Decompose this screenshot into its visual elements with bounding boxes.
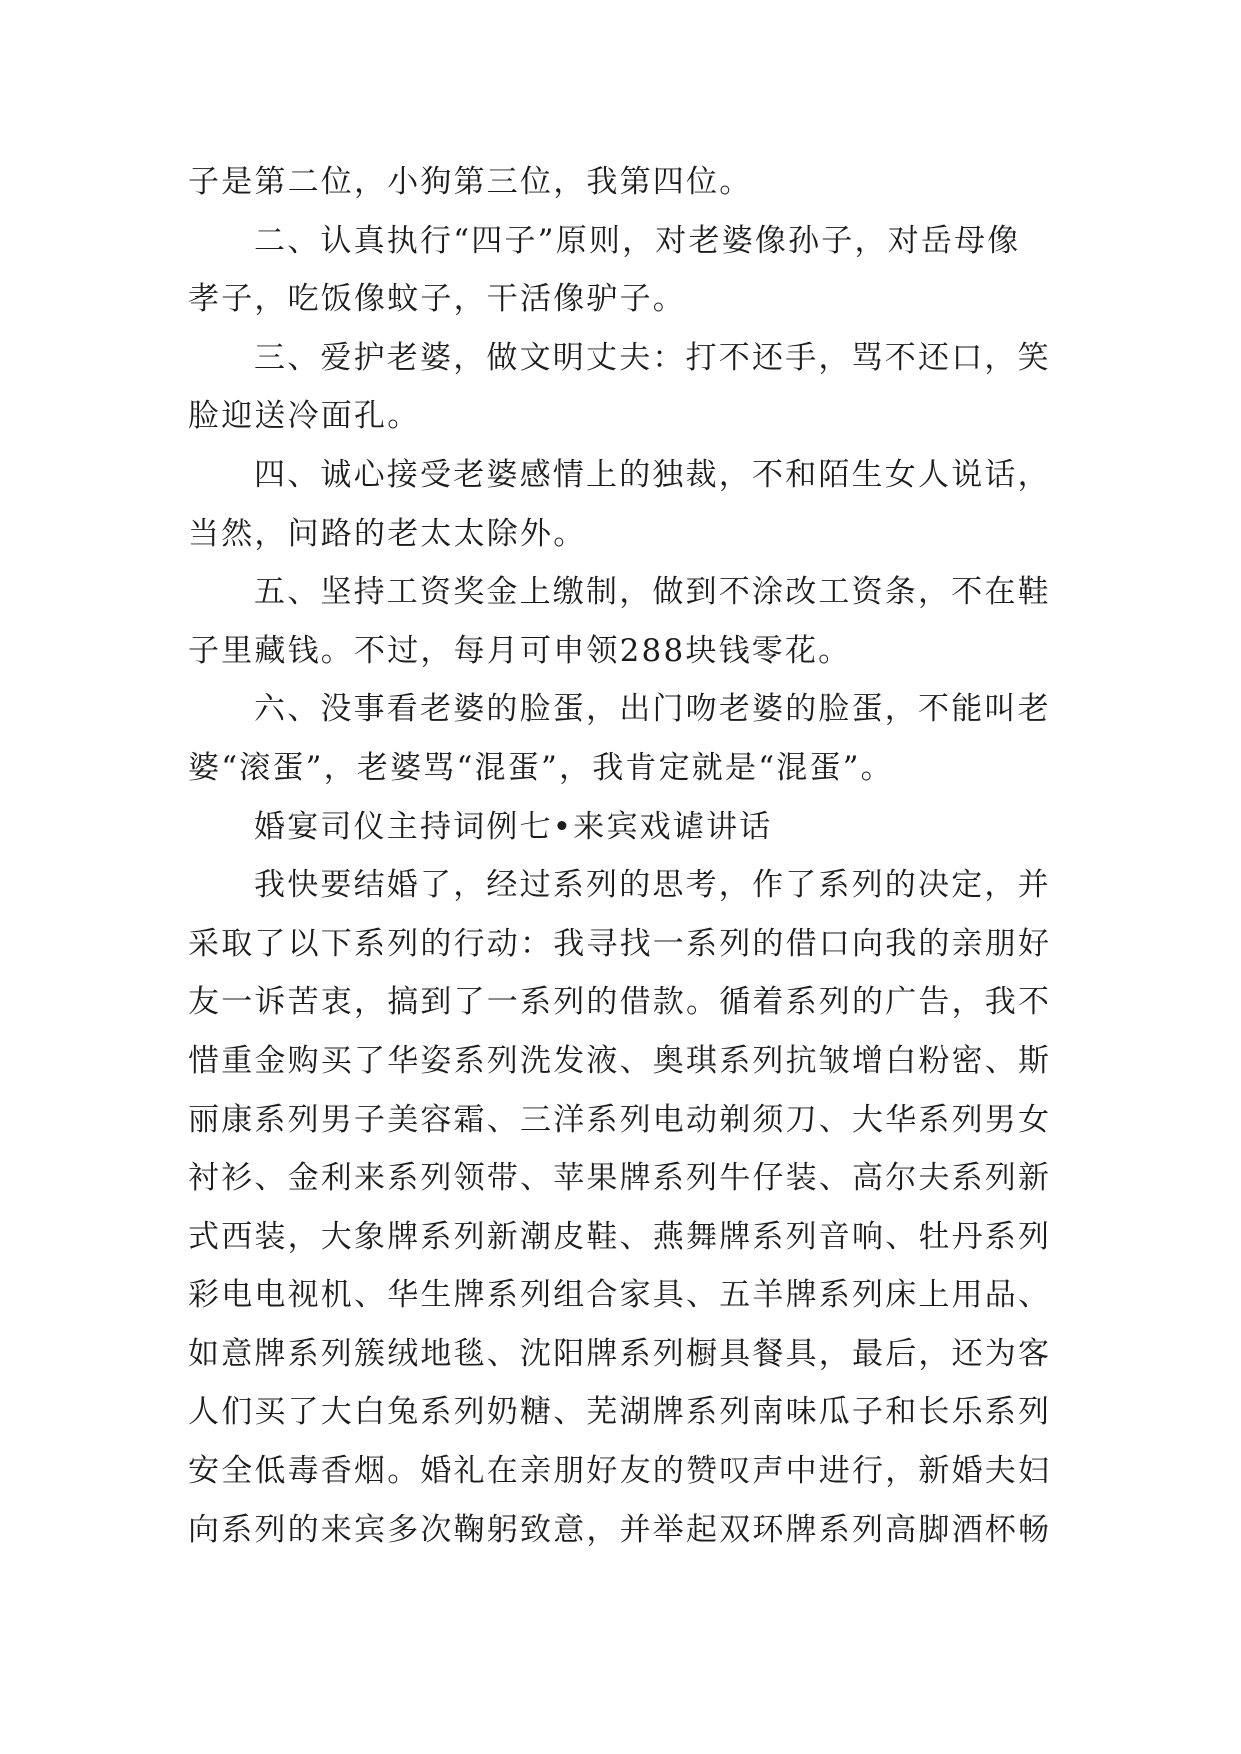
text-line: 当然，问路的老太太除外。 <box>188 515 587 552</box>
text-line: 脸迎送冷面孔。 <box>188 398 421 435</box>
text-line: 人们买了大白兔系列奶糖、芜湖牌系列南味瓜子和长乐系列 <box>188 1394 1052 1431</box>
text-line: 友一诉苦衷，搞到了一系列的借款。循着系列的广告，我不 <box>188 984 1052 1021</box>
text-line: 三、爱护老婆，做文明丈夫：打不还手，骂不还口，笑 <box>254 339 1051 376</box>
text-line: 如意牌系列簇绒地毯、沈阳牌系列橱具餐具，最后，还为客 <box>188 1335 1052 1372</box>
text-line: 安全低毒香烟。婚礼在亲朋好友的赞叹声中进行，新婚夫妇 <box>188 1453 1052 1490</box>
text-line: 衬衫、金利来系列领带、苹果牌系列牛仔装、高尔夫系列新 <box>188 1160 1052 1197</box>
text-line: 子里藏钱。不过，每月可申领288块钱零花。 <box>188 632 852 669</box>
text-line: 式西装，大象牌系列新潮皮鞋、燕舞牌系列音响、牡丹系列 <box>188 1218 1052 1255</box>
text-line: 孝子，吃饭像蚊子，干活像驴子。 <box>188 281 686 318</box>
text-line: 采取了以下系列的行动：我寻找一系列的借口向我的亲朋好 <box>188 925 1052 962</box>
text-line: 我快要结婚了，经过系列的思考，作了系列的决定，并 <box>254 867 1051 904</box>
text-line: 六、没事看老婆的脸蛋，出门吻老婆的脸蛋，不能叫老 <box>254 691 1051 728</box>
text-line: 丽康系列男子美容霜、三洋系列电动剃须刀、大华系列男女 <box>188 1101 1052 1138</box>
text-line: 婚宴司仪主持词例七•来宾戏谑讲话 <box>254 808 773 845</box>
text-line: 四、诚心接受老婆感情上的独裁，不和陌生女人说话， <box>254 456 1051 493</box>
text-line: 五、坚持工资奖金上缴制，做到不涂改工资条，不在鞋 <box>254 574 1051 611</box>
document-body <box>188 153 1058 1559</box>
text-line: 惜重金购买了华姿系列洗发液、奥琪系列抗皱增白粉密、斯 <box>188 1042 1052 1079</box>
text-line: 子是第二位，小狗第三位，我第四位。 <box>188 164 753 200</box>
text-line: 彩电电视机、华生牌系列组合家具、五羊牌系列床上用品、 <box>188 1277 1052 1314</box>
text-line: 向系列的来宾多次鞠躬致意，并举起双环牌系列高脚酒杯畅 <box>188 1511 1052 1548</box>
text-line: 婆“滚蛋”，老婆骂“混蛋”，我肯定就是“混蛋”。 <box>188 749 894 786</box>
text-line: 二、认真执行“四子”原则，对老婆像孙子，对岳母像 <box>254 222 1021 259</box>
